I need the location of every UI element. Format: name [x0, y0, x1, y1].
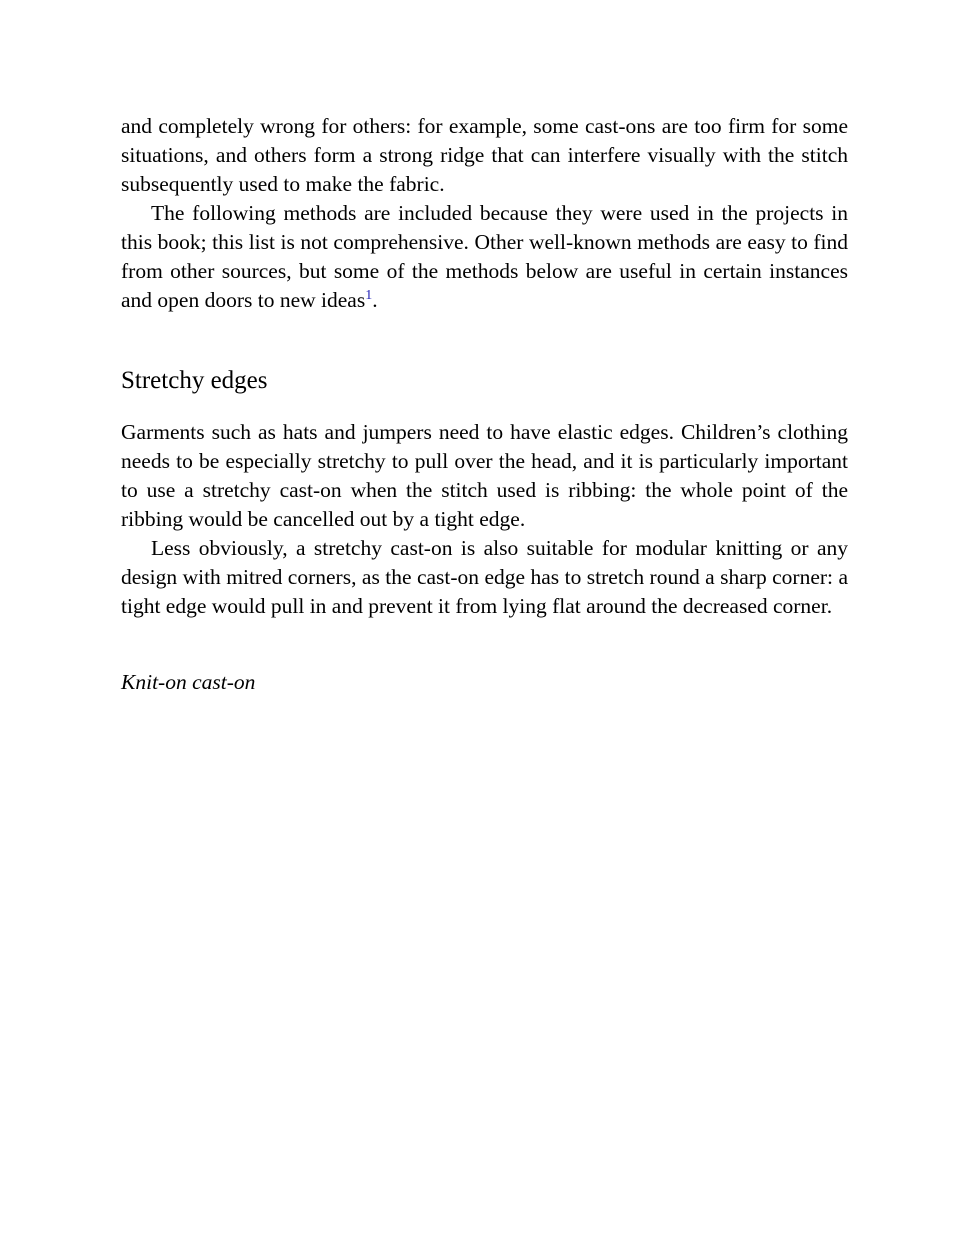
subsection-heading-italic: Knit-on cast-on	[121, 670, 256, 694]
text-column	[121, 112, 848, 697]
paragraph-text: The following methods are included because they were used in the projects in this book; this list is not comprehensive. Other well-known methods are easy to find from other sources, but some of the methods below are useful in certain instances and open doors to new ideas	[121, 201, 848, 312]
section-heading: Stretchy edges	[121, 367, 268, 394]
paragraph: Garments such as hats and jumpers need to have elastic edges. Children’s clothing needs to be especially stretchy to pull over the head, and it is particularly important to use a stretchy cast-on when the stitch used is ribbing: the whole point of the ribbing would be cancelled out by a tight edge.	[121, 420, 848, 531]
paragraph-with-footnote	[121, 199, 848, 315]
paragraph: Less obviously, a stretchy cast-on is also suitable for modular knitting or any design with mitred corners, as the cast-on edge has to stretch round a sharp corner: a tight edge would pull in and prevent it from lying flat around the decreased corner.	[121, 536, 848, 618]
sentence-period: .	[372, 288, 378, 312]
footnote-reference-link[interactable]: 1	[365, 287, 373, 303]
paragraph-continuation: and completely wrong for others: for example, some cast-ons are too firm for some situations, and others form a strong ridge that can interfere visually with the stitch subsequently used to make the fabric.	[121, 114, 848, 196]
